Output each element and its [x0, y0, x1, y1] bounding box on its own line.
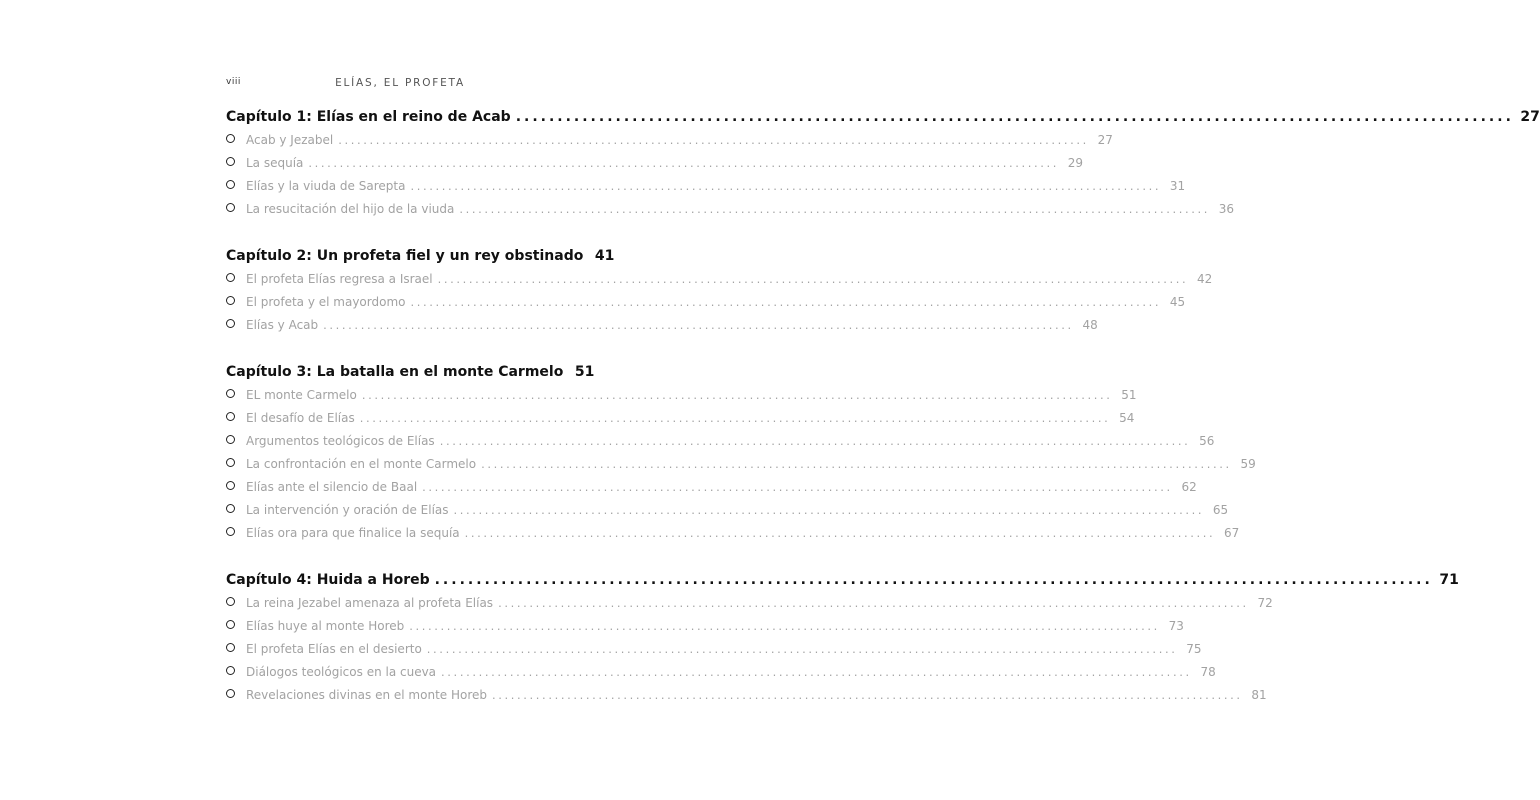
chapter-heading[interactable]: [226, 248, 615, 272]
entry-title: El profeta Elías en el desierto: [246, 642, 422, 656]
dot-leader: ........................................................................................................................: [492, 688, 1243, 702]
entry-title: Elías huye al monte Horeb: [246, 619, 405, 633]
dot-leader: ........................................................................................................................: [437, 272, 1189, 286]
dot-leader: ........................................................................................................................: [515, 109, 1514, 125]
chapter-1: [226, 109, 1540, 225]
toc-entry[interactable]: [226, 411, 1135, 434]
entry-page-number: 73: [1168, 619, 1184, 633]
entry-title: El desafío de Elías: [246, 411, 355, 425]
toc-entry[interactable]: [226, 434, 1215, 457]
toc-entry[interactable]: [226, 133, 1113, 156]
entry-page-number: 81: [1251, 688, 1267, 702]
entry-page-number: 72: [1257, 596, 1273, 610]
chapter-heading[interactable]: [226, 572, 1459, 596]
entry-page-number: 65: [1212, 503, 1229, 517]
chapter-4: [226, 572, 1459, 711]
chapter-heading[interactable]: [226, 109, 1540, 133]
entry-page-number: 29: [1067, 156, 1084, 170]
toc-entry[interactable]: [226, 457, 1256, 480]
toc-entry[interactable]: [226, 665, 1216, 688]
entry-page-number: 48: [1082, 318, 1098, 332]
entry-title: Elías y la viuda de Sarepta: [246, 179, 406, 193]
entry-title: Acab y Jezabel: [246, 133, 334, 147]
dot-leader: ........................................................................................................................: [338, 133, 1089, 147]
circle-bullet-icon: [226, 458, 235, 467]
entry-title: El profeta y el mayordomo: [246, 295, 406, 309]
toc-entry[interactable]: [226, 642, 1202, 665]
entry-title: Argumentos teológicos de Elías: [246, 434, 435, 448]
dot-leader: ........................................................................................................................: [410, 295, 1162, 309]
circle-bullet-icon: [226, 180, 235, 189]
circle-bullet-icon: [226, 273, 235, 282]
toc-entry[interactable]: [226, 156, 1084, 179]
toc-entry[interactable]: [226, 596, 1273, 619]
toc-entry[interactable]: [226, 619, 1184, 642]
circle-bullet-icon: [226, 597, 235, 606]
circle-bullet-icon: [226, 689, 235, 698]
entry-page-number: 75: [1186, 642, 1202, 656]
dot-leader: ........................................................................................................................: [439, 434, 1191, 448]
circle-bullet-icon: [226, 620, 235, 629]
entry-page-number: 51: [1121, 388, 1137, 402]
toc-entry[interactable]: [226, 318, 1098, 341]
toc-entry[interactable]: [226, 688, 1267, 711]
circle-bullet-icon: [226, 527, 235, 536]
toc-entry[interactable]: [226, 202, 1235, 225]
running-title: ELÍAS, EL PROFETA: [335, 77, 465, 89]
chapter-title: Capítulo 2: Un profeta fiel y un rey obstinado: [226, 248, 584, 264]
chapter-page-number: 41: [594, 248, 615, 264]
toc-entry[interactable]: [226, 179, 1186, 202]
dot-leader: ........................................................................................................................: [359, 411, 1111, 425]
entry-title: El profeta Elías regresa a Israel: [246, 272, 433, 286]
entry-page-number: 42: [1197, 272, 1213, 286]
toc-entry[interactable]: [226, 295, 1186, 318]
dot-leader: ........................................................................................................................: [308, 156, 1060, 170]
dot-leader: ........................................................................................................................: [361, 388, 1113, 402]
chapter-title: Capítulo 4: Huida a Horeb: [226, 572, 430, 588]
entry-page-number: 36: [1218, 202, 1235, 216]
entry-title: La reina Jezabel amenaza al profeta Elías: [246, 596, 494, 610]
entry-page-number: 59: [1240, 457, 1256, 471]
circle-bullet-icon: [226, 389, 235, 398]
entry-title: Diálogos teológicos en la cueva: [246, 665, 437, 679]
entry-title: Elías y Acab: [246, 318, 319, 332]
dot-leader: ........................................................................................................................: [464, 526, 1216, 540]
toc-entry[interactable]: [226, 526, 1240, 549]
entry-title: Elías ante el silencio de Baal: [246, 480, 418, 494]
table-of-contents: [226, 109, 1540, 734]
circle-bullet-icon: [226, 319, 235, 328]
chapter-title: Capítulo 3: La batalla en el monte Carmelo: [226, 364, 564, 380]
page-header: [226, 77, 574, 93]
entry-title: La confrontación en el monte Carmelo: [246, 457, 477, 471]
dot-leader: ........................................................................................................................: [409, 619, 1160, 633]
chapter-page-number: 27: [1520, 109, 1540, 125]
entry-title: La sequía: [246, 156, 304, 170]
entry-title: Elías ora para que finalice la sequía: [246, 526, 460, 540]
entry-page-number: 27: [1097, 133, 1113, 147]
chapter-heading[interactable]: [226, 364, 595, 388]
toc-entry[interactable]: [226, 480, 1197, 503]
entry-title: La intervención y oración de Elías: [246, 503, 449, 517]
dot-leader: ........................................................................................................................: [459, 202, 1211, 216]
toc-entry[interactable]: [226, 388, 1137, 411]
entry-page-number: 45: [1169, 295, 1186, 309]
circle-bullet-icon: [226, 134, 235, 143]
toc-entry[interactable]: [226, 272, 1213, 295]
dot-leader: ........................................................................................................................: [481, 457, 1232, 471]
dot-leader: ........................................................................................................................: [422, 480, 1173, 494]
page-number: viii: [226, 77, 241, 87]
dot-leader: ........................................................................................................................: [410, 179, 1162, 193]
entry-page-number: 31: [1169, 179, 1186, 193]
chapter-page-number: 51: [574, 364, 595, 380]
entry-page-number: 78: [1200, 665, 1216, 679]
chapter-2: [226, 248, 1213, 341]
circle-bullet-icon: [226, 157, 235, 166]
chapter-title: Capítulo 1: Elías en el reino de Acab: [226, 109, 511, 125]
circle-bullet-icon: [226, 412, 235, 421]
circle-bullet-icon: [226, 435, 235, 444]
dot-leader: ........................................................................................................................: [441, 665, 1192, 679]
circle-bullet-icon: [226, 296, 235, 305]
dot-leader: ........................................................................................................................: [434, 572, 1433, 588]
entry-page-number: 62: [1181, 480, 1197, 494]
circle-bullet-icon: [226, 666, 235, 675]
entry-title: Revelaciones divinas en el monte Horeb: [246, 688, 488, 702]
chapter-page-number: 71: [1439, 572, 1459, 588]
circle-bullet-icon: [226, 643, 235, 652]
entry-title: La resucitación del hijo de la viuda: [246, 202, 455, 216]
circle-bullet-icon: [226, 504, 235, 513]
entry-page-number: 54: [1119, 411, 1135, 425]
entry-page-number: 56: [1199, 434, 1215, 448]
dot-leader: ........................................................................................................................: [426, 642, 1178, 656]
dot-leader: ........................................................................................................................: [323, 318, 1074, 332]
circle-bullet-icon: [226, 481, 235, 490]
dot-leader: ........................................................................................................................: [453, 503, 1205, 517]
circle-bullet-icon: [226, 203, 235, 212]
entry-title: EL monte Carmelo: [246, 388, 357, 402]
toc-entry[interactable]: [226, 503, 1229, 526]
dot-leader: ........................................................................................................................: [498, 596, 1249, 610]
entry-page-number: 67: [1224, 526, 1240, 540]
chapter-3: [226, 364, 1256, 549]
